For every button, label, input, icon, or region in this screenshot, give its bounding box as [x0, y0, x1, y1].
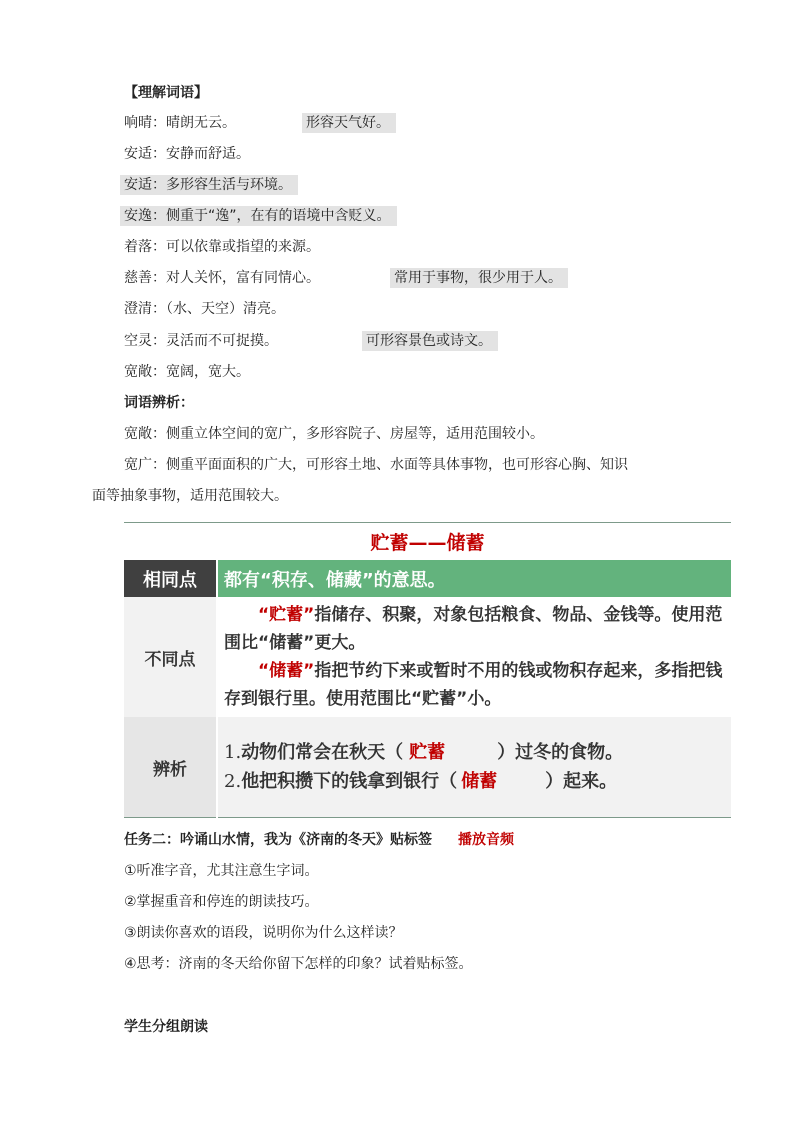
question-2-number: 2. — [224, 771, 242, 792]
question-1-text: 动物们常会在秋天（ — [241, 742, 404, 763]
diff-text-1: 指储存、积聚，对象包括粮食、物品、金钱等。使用范围比“储蓄”更大。 — [224, 605, 723, 653]
analysis-line-1: 宽敞：侧重立体空间的宽广，多形容院子、房屋等，适用范围较小。 — [124, 426, 544, 442]
vocab-note-3: 安适：多形容生活与环境。 — [120, 175, 298, 195]
vocab-note-1: 形容天气好。 — [302, 113, 396, 133]
task-step-2: ②掌握重音和停连的朗读技巧。 — [124, 894, 319, 910]
diff-word-1: “贮蓄” — [258, 605, 315, 625]
ana-label: 辨析 — [124, 717, 217, 818]
vocab-def-7: 澄清：（水、天空）清亮。 — [124, 301, 285, 317]
comparison-table — [124, 522, 731, 818]
question-1-number: 1. — [224, 742, 242, 763]
question-2-text: 他把积攒下的钱拿到银行（ — [241, 771, 458, 792]
question-2-answer: 储蓄 — [461, 771, 498, 792]
task-title-text: 任务二：吟诵山水情，我为《济南的冬天》贴标签 — [124, 832, 432, 848]
diff-text-2: 指把节约下来或暂时不用的钱或物积存起来，多指把钱存到银行里。使用范围比“贮蓄”小。 — [224, 661, 723, 709]
analysis-line-2a: 宽广：侧重平面面积的广大，可形容土地、水面等具体事物，也可形容心胸、知识 — [124, 457, 628, 473]
vocab-note-8: 可形容景色或诗文。 — [362, 331, 498, 351]
vocab-note-6: 常用于事物，很少用于人。 — [390, 268, 568, 288]
diff-text — [217, 597, 731, 717]
vocab-def-8: 空灵：灵活而不可捉摸。 — [124, 333, 278, 349]
task-title — [124, 830, 514, 850]
vocab-def-6: 慈善：对人关怀，富有同情心。 — [124, 270, 320, 286]
vocab-heading: 【理解词语】 — [124, 85, 208, 101]
vocab-def-1: 响晴：晴朗无云。 — [124, 115, 236, 131]
vocab-note-4: 安逸：侧重于“逸”，在有的语境中含贬义。 — [120, 206, 397, 226]
diff-word-2: “储蓄” — [258, 661, 315, 681]
ana-questions — [217, 717, 731, 818]
question-1-tail: ）过冬的食物。 — [497, 742, 624, 763]
task-step-1: ①听准字音，尤其注意生字词。 — [124, 863, 319, 879]
question-1 — [224, 738, 731, 767]
vocab-def-5: 着落：可以依靠或指望的来源。 — [124, 239, 320, 255]
question-1-answer: 贮蓄 — [409, 742, 446, 763]
question-2 — [224, 767, 731, 796]
same-label: 相同点 — [124, 560, 217, 597]
comparison-title: 贮蓄——储蓄 — [124, 523, 731, 561]
analysis-heading: 词语辨析： — [124, 395, 194, 411]
group-reading-label: 学生分组朗读 — [124, 1019, 208, 1035]
vocab-def-2: 安适：安静而舒适。 — [124, 146, 250, 162]
analysis-line-2b: 面等抽象事物，适用范围较大。 — [92, 488, 288, 504]
same-text: 都有“积存、储藏”的意思。 — [217, 560, 731, 597]
question-2-tail: ）起来。 — [545, 771, 618, 792]
play-audio-link[interactable]: 播放音频 — [458, 832, 514, 848]
diff-label: 不同点 — [124, 597, 217, 717]
task-step-3: ③朗读你喜欢的语段，说明你为什么这样读？ — [124, 925, 403, 941]
task-step-4: ④思考：济南的冬天给你留下怎样的印象？试着贴标签。 — [124, 956, 473, 972]
vocab-def-9: 宽敞：宽阔，宽大。 — [124, 364, 250, 380]
